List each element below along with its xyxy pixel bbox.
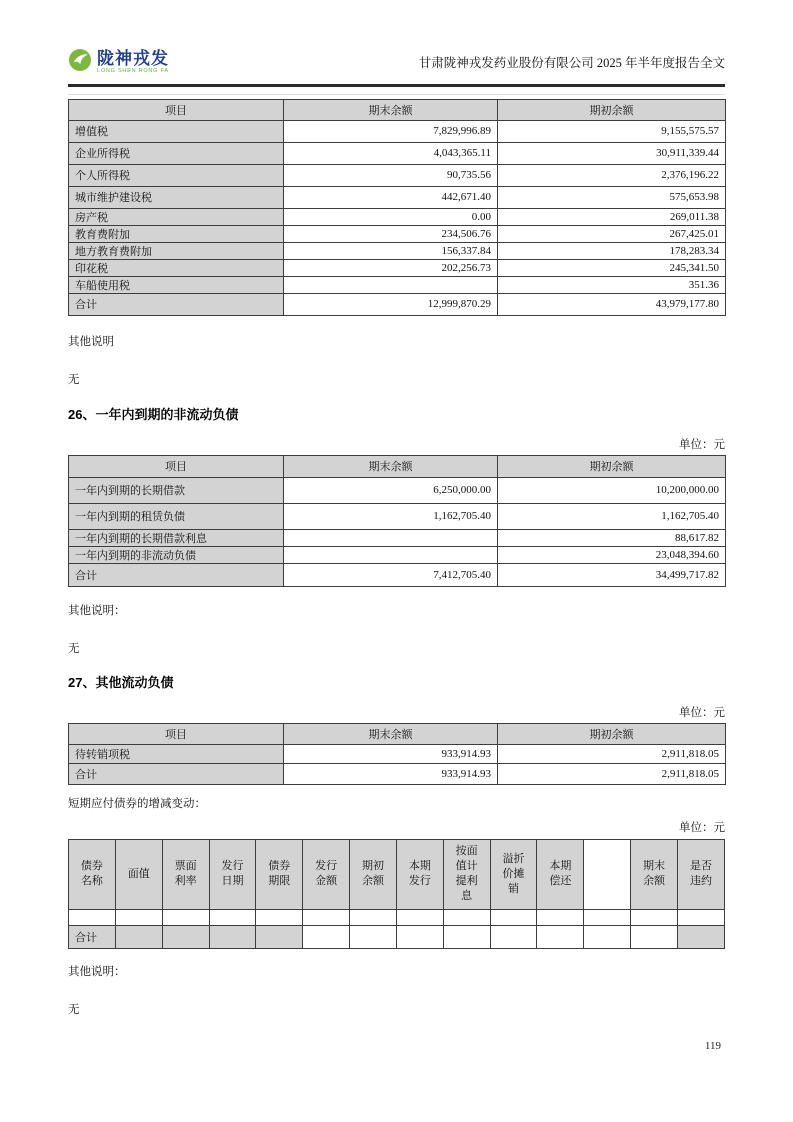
table-cell: 7,829,996.89: [284, 120, 498, 142]
table-cell: 267,425.01: [498, 225, 726, 242]
header-rule-dark: [68, 84, 725, 87]
table-cell: 1,162,705.40: [284, 503, 498, 529]
table-cell: 2,911,818.05: [498, 744, 726, 763]
table-cell: 一年内到期的租赁负债: [69, 503, 284, 529]
column-header: 按面值计提利息: [443, 839, 490, 909]
table-total-row: [69, 763, 726, 784]
other-note-value: 无: [68, 642, 80, 655]
table-cell: 合计: [69, 763, 284, 784]
table-cell: 待转销项税: [69, 744, 284, 763]
table-cell: [256, 909, 303, 925]
column-header: 期初余额: [498, 99, 726, 120]
table-cell: [677, 909, 724, 925]
column-header-blank: [584, 839, 631, 909]
table-cell: [396, 909, 443, 925]
table-row: [69, 225, 726, 242]
table-cell: [677, 925, 724, 948]
table-cell: 269,011.38: [498, 208, 726, 225]
column-header: 本期发行: [396, 839, 443, 909]
column-header: 期末余额: [284, 99, 498, 120]
table-cell: [490, 925, 537, 948]
table-header-row: [69, 723, 726, 744]
table-cell: 43,979,177.80: [498, 293, 726, 315]
table-cell: [115, 925, 162, 948]
table-cell: [162, 909, 209, 925]
report-title: 甘肃陇神戎发药业股份有限公司 2025 年半年度报告全文: [418, 56, 725, 70]
table-cell: [284, 546, 498, 563]
logo-subtitle: LONG SHEN RONG FA: [97, 68, 169, 74]
table-cell: [115, 909, 162, 925]
column-header: 项目: [69, 455, 284, 477]
table-total-row: [69, 293, 726, 315]
table-total-row: [69, 925, 725, 948]
column-header: 票面利率: [162, 839, 209, 909]
column-header: 本期偿还: [537, 839, 584, 909]
other-current-liabilities-table: [68, 723, 726, 785]
other-note-value: 无: [68, 373, 80, 386]
table-cell: [350, 909, 397, 925]
table-cell: [284, 276, 498, 293]
table-cell: 2,911,818.05: [498, 763, 726, 784]
column-header: 面值: [115, 839, 162, 909]
column-header: 债券名称: [69, 839, 116, 909]
table-cell: [69, 909, 116, 925]
table-cell: 合计: [69, 293, 284, 315]
table-cell: 7,412,705.40: [284, 563, 498, 586]
table-cell: 30,911,339.44: [498, 142, 726, 164]
page-header: [68, 46, 725, 78]
table-cell: 88,617.82: [498, 529, 726, 546]
logo-title: 陇神戎发: [97, 48, 169, 68]
table-row: [69, 744, 726, 763]
table-row: [69, 529, 726, 546]
noncurrent-liabilities-table: [68, 455, 726, 587]
table-cell: 车船使用税: [69, 276, 284, 293]
column-header: 债券期限: [256, 839, 303, 909]
table-cell: 合计: [69, 925, 116, 948]
table-cell: 575,653.98: [498, 186, 726, 208]
tax-table: [68, 99, 726, 316]
table-cell: 23,048,394.60: [498, 546, 726, 563]
column-header: 期末余额: [284, 723, 498, 744]
table-cell: [631, 925, 678, 948]
other-note-label: 其他说明: [68, 335, 114, 348]
column-header: 期初余额: [498, 455, 726, 477]
table-cell: 6,250,000.00: [284, 477, 498, 503]
company-logo: [68, 48, 169, 77]
table-cell: 企业所得税: [69, 142, 284, 164]
table-cell: 234,506.76: [284, 225, 498, 242]
column-header: 项目: [69, 723, 284, 744]
table-cell: [350, 925, 397, 948]
table-row: [69, 164, 726, 186]
table-cell: 245,341.50: [498, 259, 726, 276]
table-cell: [284, 529, 498, 546]
column-header: 期初余额: [350, 839, 397, 909]
table-row: [69, 503, 726, 529]
column-header: 发行金额: [303, 839, 350, 909]
table-row: [69, 142, 726, 164]
table-cell: [537, 909, 584, 925]
column-header: 期末余额: [631, 839, 678, 909]
column-header: 期末余额: [284, 455, 498, 477]
table-cell: [631, 909, 678, 925]
section-27-title: 27、其他流动负债: [68, 674, 174, 690]
logo-text: [97, 50, 169, 75]
header-rule-light: [68, 94, 725, 95]
table-row: [69, 208, 726, 225]
table-cell: 4,043,365.11: [284, 142, 498, 164]
table-row: [69, 242, 726, 259]
table-cell: 一年内到期的长期借款: [69, 477, 284, 503]
unit-label: 单位：元: [679, 438, 725, 451]
logo-bird-icon: [68, 48, 92, 77]
table-cell: 一年内到期的非流动负债: [69, 546, 284, 563]
table-cell: [303, 925, 350, 948]
table-cell: [209, 925, 256, 948]
table-cell: 933,914.93: [284, 744, 498, 763]
table-cell: [537, 925, 584, 948]
other-note-label: 其他说明：: [68, 604, 126, 617]
table-row: [69, 477, 726, 503]
table-cell: 一年内到期的长期借款利息: [69, 529, 284, 546]
table-cell: [303, 909, 350, 925]
other-note-value: 无: [68, 1003, 80, 1016]
table-row: [69, 120, 726, 142]
table-cell: 90,735.56: [284, 164, 498, 186]
table-header-row: [69, 99, 726, 120]
table-row: [69, 276, 726, 293]
table-header-row: [69, 455, 726, 477]
table-cell: 9,155,575.57: [498, 120, 726, 142]
table-row: [69, 186, 726, 208]
table-cell: [209, 909, 256, 925]
table-cell: [584, 925, 631, 948]
bond-change-caption: 短期应付债券的增减变动：: [68, 797, 206, 810]
table-cell: 202,256.73: [284, 259, 498, 276]
column-header: 是否违约: [677, 839, 724, 909]
table-cell: 156,337.84: [284, 242, 498, 259]
table-cell: 教育费附加: [69, 225, 284, 242]
other-note-label: 其他说明：: [68, 965, 126, 978]
page-number: 119: [704, 1040, 721, 1052]
table-cell: [443, 909, 490, 925]
table-cell: 印花税: [69, 259, 284, 276]
column-header: 项目: [69, 99, 284, 120]
table-cell: 178,283.34: [498, 242, 726, 259]
column-header: 溢折价摊销: [490, 839, 537, 909]
table-cell: 城市维护建设税: [69, 186, 284, 208]
table-cell: [443, 925, 490, 948]
table-cell: 个人所得税: [69, 164, 284, 186]
table-cell: 10,200,000.00: [498, 477, 726, 503]
table-cell: 合计: [69, 563, 284, 586]
column-header: 发行日期: [209, 839, 256, 909]
table-cell: [162, 925, 209, 948]
table-cell: 地方教育费附加: [69, 242, 284, 259]
column-header: 期初余额: [498, 723, 726, 744]
table-cell: 增值税: [69, 120, 284, 142]
unit-label: 单位：元: [679, 821, 725, 834]
table-cell: 933,914.93: [284, 763, 498, 784]
section-26-title: 26、一年内到期的非流动负债: [68, 406, 239, 422]
table-cell: [396, 925, 443, 948]
table-cell: [490, 909, 537, 925]
table-header-row: [69, 839, 725, 909]
table-cell: 34,499,717.82: [498, 563, 726, 586]
bond-changes-table: [68, 839, 725, 949]
unit-label: 单位：元: [679, 706, 725, 719]
table-cell: 2,376,196.22: [498, 164, 726, 186]
table-cell: 1,162,705.40: [498, 503, 726, 529]
table-cell: 12,999,870.29: [284, 293, 498, 315]
table-row: [69, 259, 726, 276]
table-total-row: [69, 563, 726, 586]
table-row: [69, 909, 725, 925]
table-cell: [584, 909, 631, 925]
table-cell: 0.00: [284, 208, 498, 225]
table-row: [69, 546, 726, 563]
table-cell: 442,671.40: [284, 186, 498, 208]
table-cell: [256, 925, 303, 948]
table-cell: 351.36: [498, 276, 726, 293]
table-cell: 房产税: [69, 208, 284, 225]
